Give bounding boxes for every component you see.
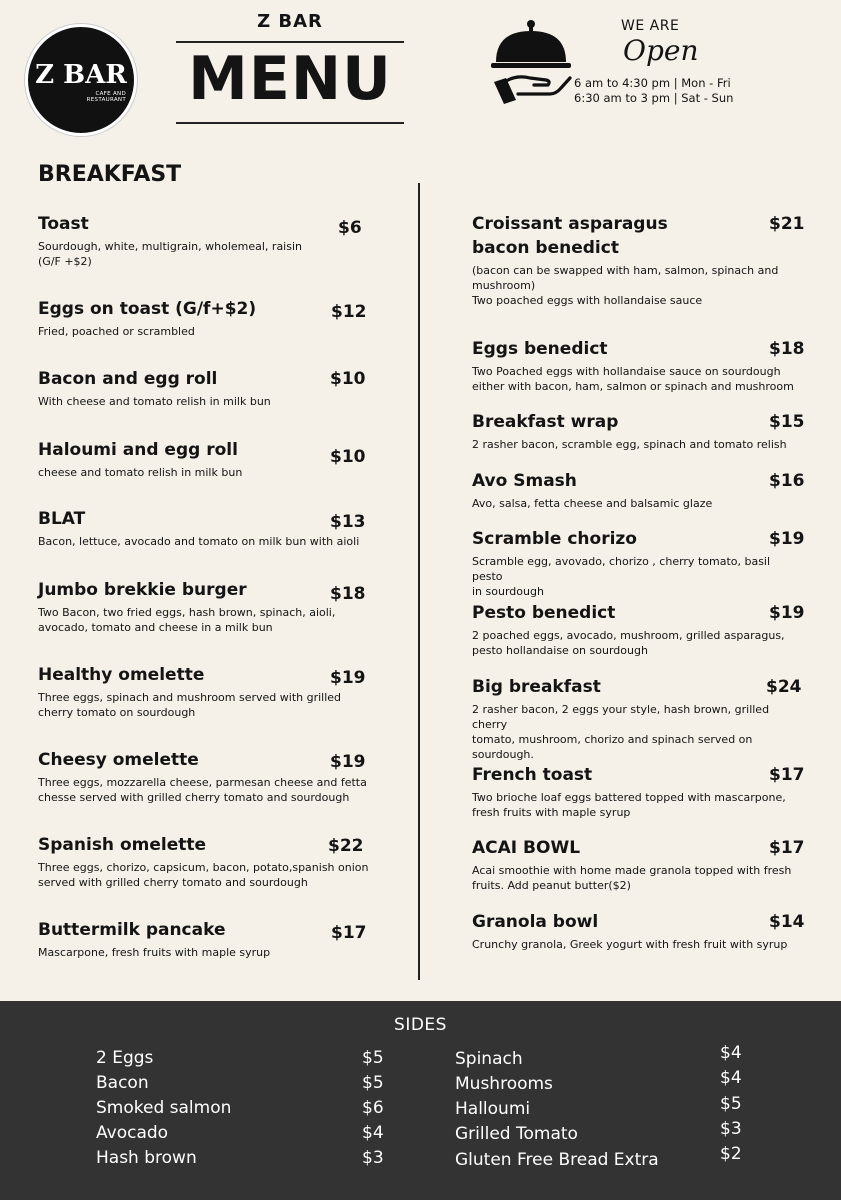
item-name: Eggs on toast (G/f+$2)	[38, 299, 257, 319]
item-description: 2 rasher bacon, scramble egg, spinach and tomato relish	[472, 438, 787, 451]
menu-item	[38, 833, 373, 890]
item-description: Three eggs, chorizo, capsicum, bacon, potato,spanish onion served with grilled cherry tomato and sourdough	[38, 861, 369, 889]
side-name: Gluten Free Bread Extra	[455, 1150, 659, 1170]
side-price: $4	[362, 1123, 384, 1143]
sides-heading: SIDES	[394, 1015, 447, 1035]
item-name: Eggs benedict	[472, 339, 608, 359]
side-price: $4	[720, 1043, 742, 1063]
side-name: 2 Eggs	[96, 1048, 154, 1068]
item-description: Fried, poached or scrambled	[38, 325, 195, 338]
item-price: $10	[330, 447, 366, 467]
item-name: Buttermilk pancake	[38, 920, 226, 940]
menu-item	[472, 410, 802, 452]
item-price: $12	[331, 302, 367, 322]
item-price: $17	[769, 838, 805, 858]
item-name: Haloumi and egg roll	[38, 440, 238, 460]
side-name: Avocado	[96, 1123, 169, 1143]
side-price: $5	[362, 1048, 384, 1068]
item-price: $24	[766, 677, 802, 697]
item-description: Three eggs, mozzarella cheese, parmesan cheese and fetta chesse served with grilled cherry tomato and sourdough	[38, 776, 367, 804]
item-name: Jumbo brekkie burger	[38, 580, 247, 600]
header-subtitle: Z BAR	[257, 11, 323, 32]
item-name: Pesto benedict	[472, 603, 616, 623]
open-label: Open	[623, 34, 699, 67]
hours-weekday: 6 am to 4:30 pm | Mon - Fri	[574, 76, 731, 90]
column-divider	[418, 183, 420, 980]
item-name: BLAT	[38, 509, 86, 529]
logo-subtitle: CAFE AND RESTAURANT	[86, 91, 126, 103]
item-price: $17	[331, 923, 367, 943]
item-description: 2 rasher bacon, 2 eggs your style, hash brown, grilled cherry tomato, mushroom, chorizo and spinach served on sourdough.	[472, 703, 770, 761]
item-description: Mascarpone, fresh fruits with maple syrup	[38, 946, 271, 959]
item-name: Big breakfast	[472, 677, 601, 697]
side-price: $4	[720, 1068, 742, 1088]
menu-item	[472, 527, 802, 599]
we-are-label: WE ARE	[621, 18, 680, 34]
menu-item	[472, 601, 802, 658]
item-name: French toast	[472, 765, 593, 785]
item-description: Three eggs, spinach and mushroom served with grilled cherry tomato on sourdough	[38, 691, 342, 719]
menu-item	[38, 578, 373, 635]
item-name: Healthy omelette	[38, 665, 205, 685]
item-description: Sourdough, white, multigrain, wholemeal, raisin (G/F +$2)	[38, 240, 302, 268]
item-description: Two Bacon, two fried eggs, hash brown, spinach, aioli, avocado, tomato and cheese in a milk bun	[38, 606, 336, 634]
side-price: $6	[362, 1098, 384, 1118]
side-price: $2	[720, 1144, 742, 1164]
logo-name: Z BAR	[35, 60, 127, 90]
item-name: Scramble chorizo	[472, 529, 637, 549]
menu-item	[38, 663, 373, 720]
page-title: MENU	[188, 44, 392, 114]
menu-item	[38, 367, 373, 409]
hours-weekend: 6:30 am to 3 pm | Sat - Sun	[574, 91, 734, 105]
item-price: $10	[330, 369, 366, 389]
menu-item	[38, 507, 373, 549]
item-name: Croissant asparagus bacon benedict	[472, 214, 668, 258]
item-name: Cheesy omelette	[38, 750, 199, 770]
menu-item	[38, 918, 373, 960]
menu-item	[472, 212, 802, 308]
item-price: $6	[338, 218, 362, 238]
item-description: Bacon, lettuce, avocado and tomato on milk bun with aioli	[38, 535, 360, 548]
menu-item	[472, 469, 802, 511]
item-description: Avo, salsa, fetta cheese and balsamic glaze	[472, 497, 713, 510]
side-price: $5	[362, 1073, 384, 1093]
item-name: Avo Smash	[472, 471, 577, 491]
item-description: (bacon can be swapped with ham, salmon, spinach and mushroom) Two poached eggs with hollandaise sauce	[472, 264, 779, 307]
zbar-logo	[25, 24, 137, 136]
menu-item	[472, 763, 802, 820]
menu-item	[472, 836, 802, 893]
side-price: $3	[720, 1119, 742, 1139]
menu-item	[472, 910, 802, 952]
header-bottom-rule	[176, 122, 404, 124]
side-name: Grilled Tomato	[455, 1124, 578, 1144]
side-name: Halloumi	[455, 1099, 531, 1119]
item-description: Two Poached eggs with hollandaise sauce on sourdough either with bacon, ham, salmon or spinach and mushroom	[472, 365, 794, 393]
side-price: $3	[362, 1148, 384, 1168]
item-description: Two brioche loaf eggs battered topped with mascarpone, fresh fruits with maple syrup	[472, 791, 786, 819]
breakfast-heading: BREAKFAST	[38, 162, 182, 187]
menu-item	[38, 212, 373, 269]
item-name: Toast	[38, 214, 89, 234]
item-name: Bacon and egg roll	[38, 369, 218, 389]
item-description: With cheese and tomato relish in milk bun	[38, 395, 271, 408]
side-name: Hash brown	[96, 1148, 197, 1168]
serving-cloche-icon	[490, 18, 572, 106]
item-price: $19	[769, 529, 805, 549]
item-price: $13	[330, 512, 366, 532]
item-description: Acai smoothie with home made granola topped with fresh fruits. Add peanut butter($2)	[472, 864, 792, 892]
item-price: $16	[769, 471, 805, 491]
sides-panel	[0, 1001, 841, 1200]
item-price: $19	[330, 752, 366, 772]
item-price: $15	[769, 412, 805, 432]
side-price: $5	[720, 1094, 742, 1114]
menu-item	[38, 748, 373, 805]
item-description: Scramble egg, avovado, chorizo , cherry tomato, basil pesto in sourdough	[472, 555, 771, 598]
menu-item	[38, 438, 373, 480]
item-description: 2 poached eggs, avocado, mushroom, grilled asparagus, pesto hollandaise on sourdough	[472, 629, 785, 657]
item-price: $22	[328, 836, 364, 856]
side-name: Bacon	[96, 1073, 149, 1093]
item-name: Spanish omelette	[38, 835, 207, 855]
item-description: cheese and tomato relish in milk bun	[38, 466, 243, 479]
item-name: Granola bowl	[472, 912, 599, 932]
menu-item	[472, 675, 802, 762]
item-price: $18	[330, 584, 366, 604]
item-price: $21	[769, 214, 805, 234]
item-price: $18	[769, 339, 805, 359]
item-price: $14	[769, 912, 805, 932]
item-price: $19	[330, 668, 366, 688]
menu-item	[38, 297, 373, 339]
item-name: ACAI BOWL	[472, 838, 581, 858]
side-name: Mushrooms	[455, 1074, 553, 1094]
item-price: $17	[769, 765, 805, 785]
item-description: Crunchy granola, Greek yogurt with fresh fruit with syrup	[472, 938, 788, 951]
side-name: Spinach	[455, 1049, 523, 1069]
item-name: Breakfast wrap	[472, 412, 619, 432]
menu-item	[472, 337, 802, 394]
side-name: Smoked salmon	[96, 1098, 232, 1118]
item-price: $19	[769, 603, 805, 623]
